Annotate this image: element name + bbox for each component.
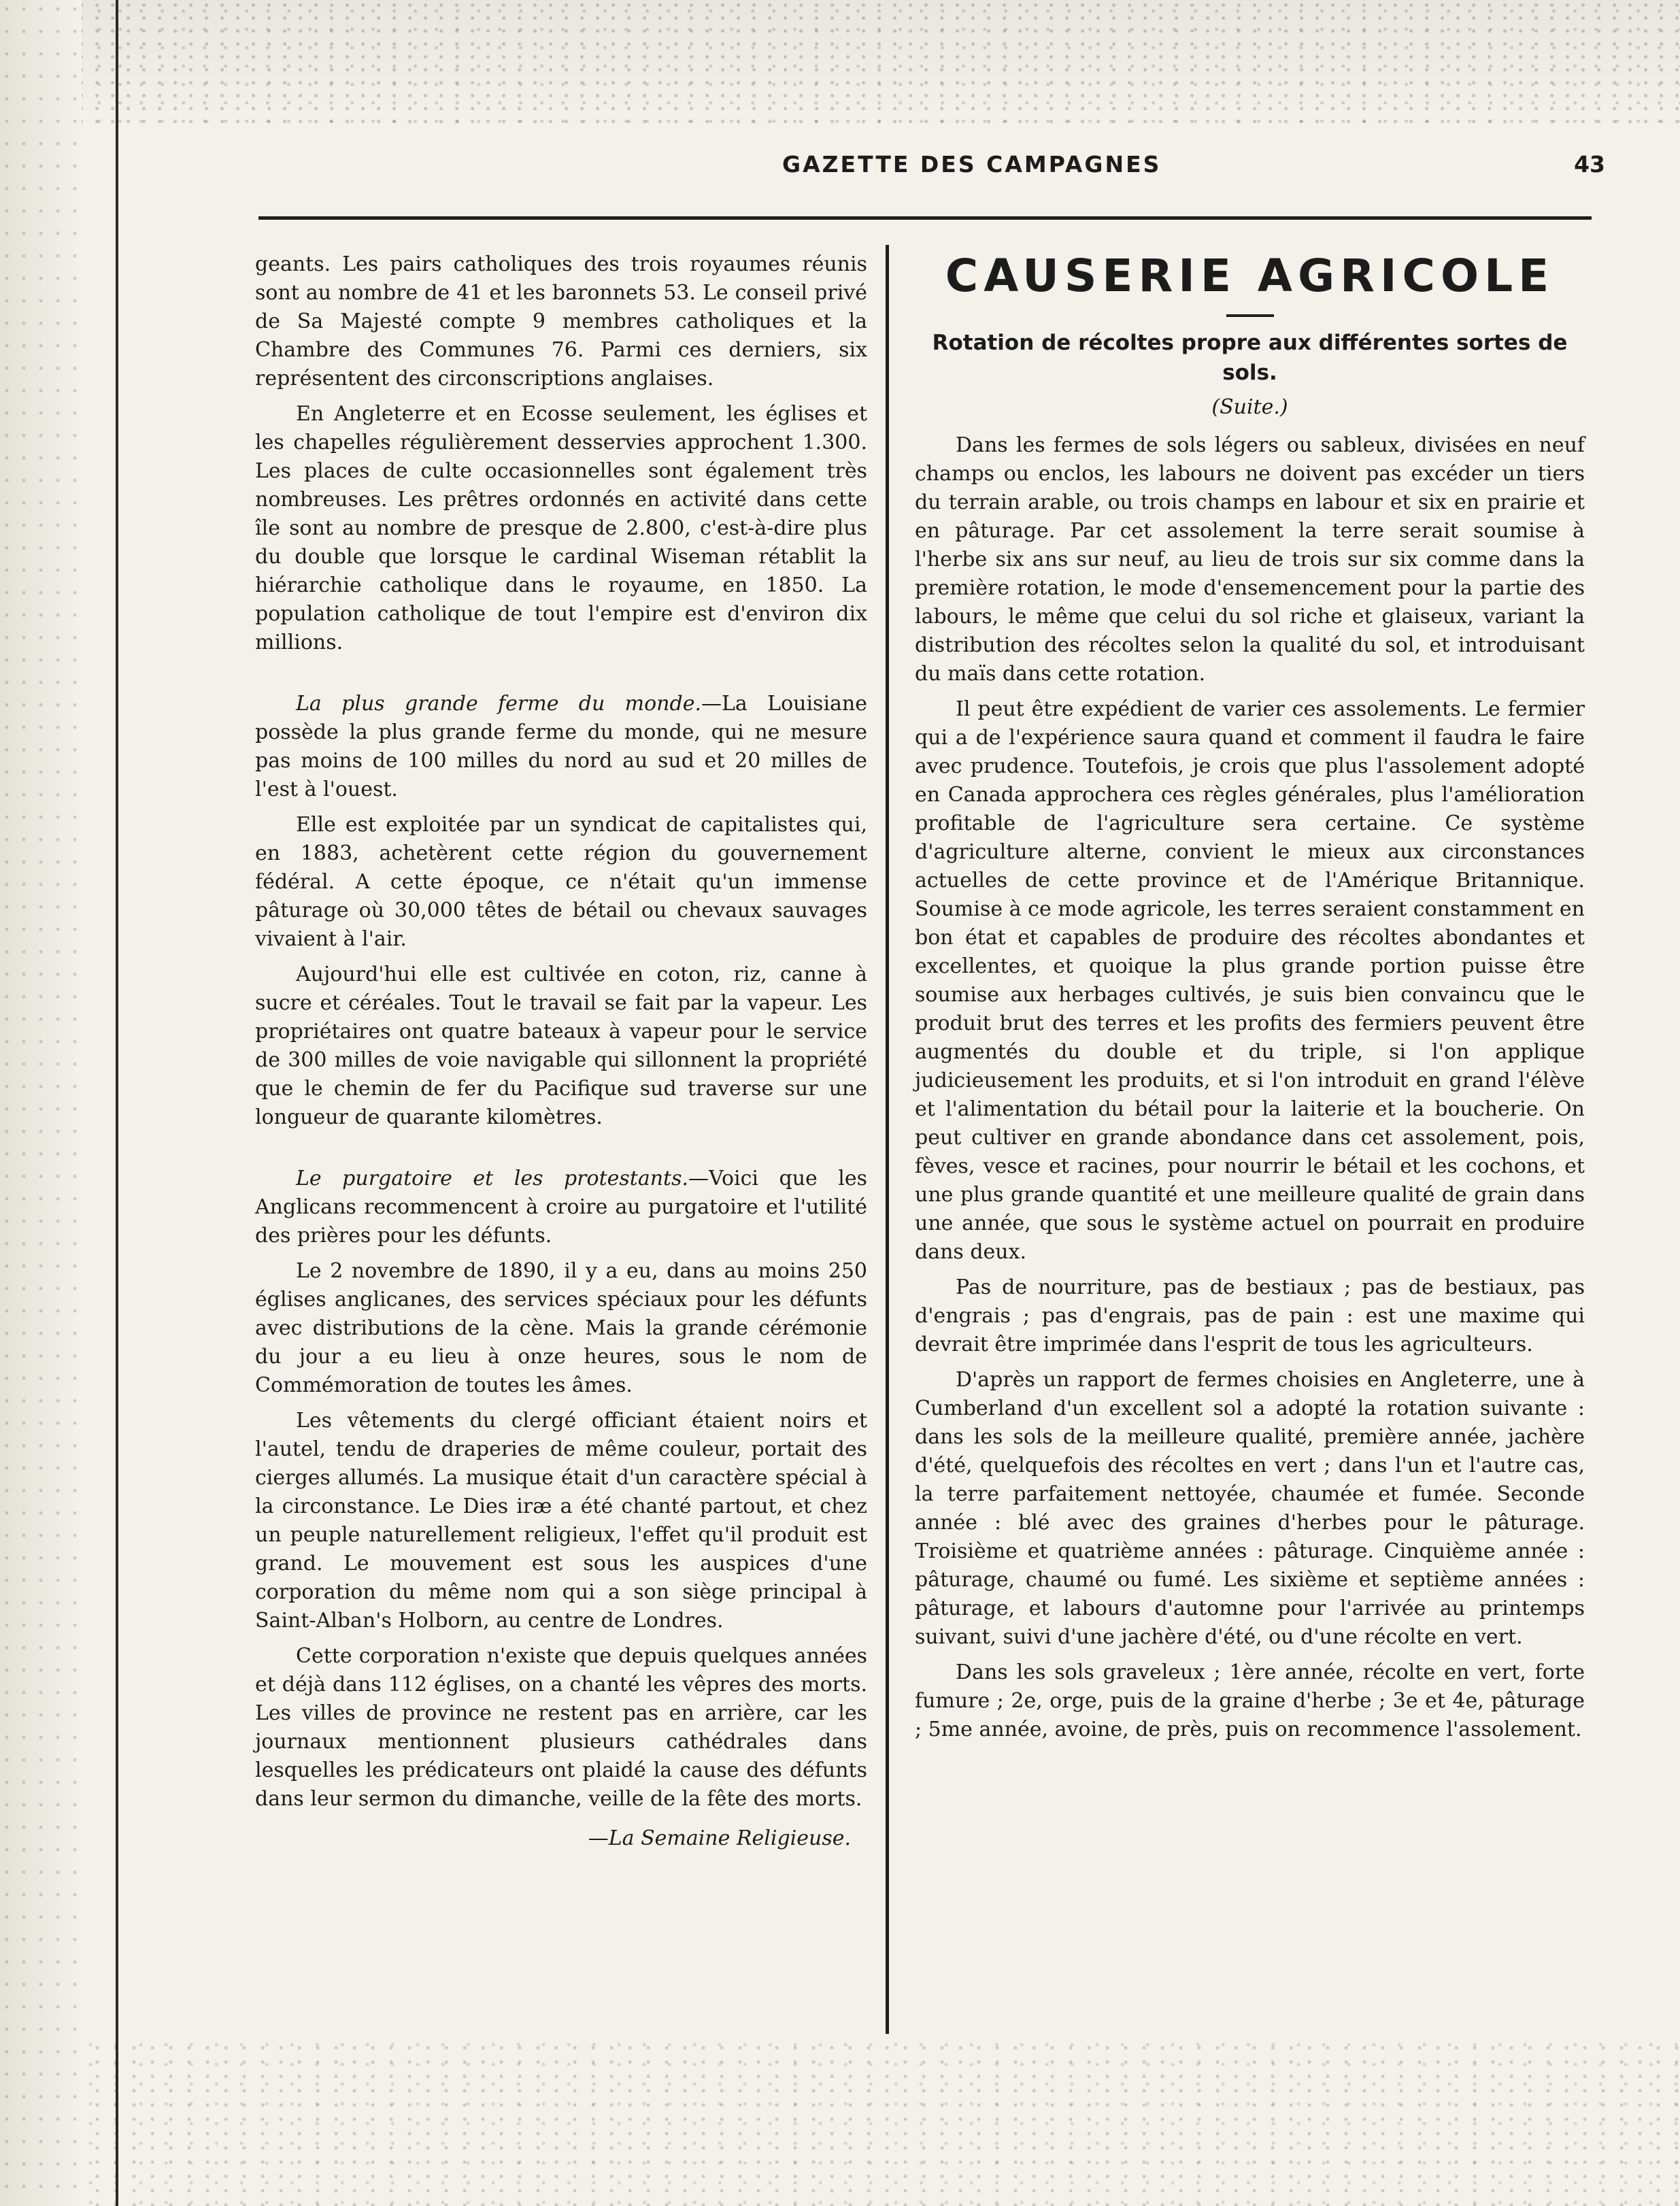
article-paragraph: [255, 690, 867, 804]
title-rule: [1226, 314, 1274, 317]
left-column: [255, 250, 867, 1853]
article-signature: —La Semaine Religieuse.: [588, 1826, 851, 1850]
article-paragraph: Aujourd'hui elle est cultivée en coton, riz, canne à sucre et céréales. Tout le travail se fait par la vapeur. Les propriétaires ont quatre bateaux à vapeur pour le service de 300 milles de voie navigable qui sillonnent la propriété que le chemin de fer du Pacifique sud traverse sur une longueur de quarante kilomètres.: [255, 963, 867, 1129]
article-paragraph: Les vêtements du clergé officiant étaient noirs et l'autel, tendu de draperies de même couleur, portait des cierges allumés. La musique était d'un caractère spécial à la circonstance. Le Dies iræ a été chanté partout, et chez un peuple naturellement religieux, l'effet qu'il produit est grand. Le mouvement est sous les auspices d'une corporation du même nom qui a son siège principal à Saint-Alban's Holborn, au centre de Londres.: [255, 1409, 867, 1633]
article-body: —Voici que les Anglicans recommencent à croire au purgatoire et l'utilité des prières pour les défunts.: [255, 1167, 868, 1248]
article-heading: Le purgatoire et les protestants.: [296, 1167, 689, 1190]
page-number: 43: [1574, 151, 1605, 178]
column-divider: [886, 245, 889, 2034]
scan-noise-left: [0, 0, 82, 2206]
page-margin-line: [116, 0, 118, 2206]
scan-noise-top: [0, 0, 1680, 129]
right-column: [915, 245, 1585, 1751]
article-paragraph: Dans les sols graveleux ; 1ère année, récolte en vert, forte fumure ; 2e, orge, puis de la graine d'herbe ; 3e et 4e, pâturage ; 5me année, avoine, de près, puis on recommence l'assolement.: [915, 1660, 1585, 1741]
newspaper-title: GAZETTE DES CAMPAGNES: [782, 151, 1162, 178]
article-paragraph: Pas de nourriture, pas de bestiaux ; pas de bestiaux, pas d'engrais ; pas d'engrais, pas de pain : est une maxime qui devrait être imprimée dans l'esprit de tous les agriculteurs.: [915, 1275, 1585, 1356]
article-body: —La Louisiane possède la plus grande ferme du monde, qui ne mesure pas moins de 100 milles du nord au sud et 20 milles de l'est à l'ouest.: [255, 692, 867, 801]
article-paragraph: geants. Les pairs catholiques des trois royaumes réunis sont au nombre de 41 et les baronnets 53. Le conseil privé de Sa Majesté compte 9 membres catholiques et la Chambre des Communes 76. Parmi ces derniers, six représentent des circonscriptions anglaises.: [255, 252, 867, 390]
article-paragraph: En Angleterre et en Ecosse seulement, les églises et les chapelles régulièrement desservies approchent 1.300. Les places de culte occasionnelles sont également très nombreuses. Les prêtres ordonnés en activité dans cette île sont au nombre de presque de 2.800, c'est-à-dire plus du double que lorsque le cardinal Wiseman rétablit la hiérarchie catholique dans le royaume, en 1850. La population catholique de tout l'empire est d'environ dix millions.: [255, 402, 867, 654]
section-suite: (Suite.): [1211, 395, 1288, 419]
article-paragraph: Le 2 novembre de 1890, il y a eu, dans au moins 250 églises anglicanes, des services spéciaux pour les défunts avec distributions de la cène. Mais la grande cérémonie du jour a eu lieu à onze heures, sous le nom de Commémoration de toutes les âmes.: [255, 1259, 867, 1397]
section-title: CAUSERIE AGRICOLE: [945, 250, 1555, 302]
article-paragraph: D'après un rapport de fermes choisies en Angleterre, une à Cumberland d'un excellent sol a adopté la rotation suivante : dans les sols de la meilleure qualité, première année, jachère d'été, quelquefois des récoltes en vert ; dans l'un et l'autre cas, la terre parfaitement nettoyée, chaumée et fumée. Seconde année : blé avec des graines d'herbes pour le pâturage. Troisième et quatrième années : pâturage. Cinquième année : pâturage, chaumé ou fumé. Les sixième et septième années : pâturage, et labours d'automne pour l'arrivée au printemps suivant, suivi d'une jachère d'été, ou d'une récolte en vert.: [915, 1368, 1585, 1649]
article-paragraph: Elle est exploitée par un syndicat de capitalistes qui, en 1883, achetèrent cette région du gouvernement fédéral. A cette époque, ce n'était qu'un immense pâturage où 30,000 têtes de bétail ou chevaux sauvages vivaient à l'air.: [255, 813, 867, 951]
article-paragraph: Cette corporation n'existe que depuis quelques années et déjà dans 112 églises, on a chanté les vêpres des morts. Les villes de province ne restent pas en arrière, car les journaux mentionnent plusieurs cathédrales dans lesquelles les prédicateurs ont plaidé la cause des défunts dans leur sermon du dimanche, veille de la fête des morts.: [255, 1644, 867, 1811]
article-paragraph: Il peut être expédient de varier ces assolements. Le fermier qui a de l'expérience saura quand et comment il faudra le faire avec prudence. Toutefois, je crois que plus l'assolement adopté en Canada approchera ces règles générales, plus l'amélioration profitable de l'agriculture sera certaine. Ce système d'agriculture alterne, convient le mieux aux circonstances actuelles de cette province et de l'Amérique Britannique. Soumise à ce mode agricole, les terres seraient constamment en bon état et capables de produire des récoltes abondantes et excellentes, et quoique la plus grande portion puisse être soumise aux herbages cultivés, je suis bien convaincu que le produit brut des terres et les profits des fermiers peuvent être augmentés du double et du triple, si l'on applique judicieusement les produits, et si l'on introduit en grand l'élève et l'alimentation du bétail pour la laiterie et la boucherie. On peut cultiver en grande abondance dans cet assolement, pois, fèves, vesce et racines, pour nourrir le bétail et les cochons, et une plus grande quantité et une meilleure qualité de grain dans une année, que sous le système actuel on pourrait en produire dans deux.: [915, 697, 1585, 1264]
header-rule: [258, 216, 1592, 220]
article-heading: La plus grande ferme du monde.: [296, 692, 701, 716]
section-subtitle: Rotation de récoltes propre aux différentes sortes de sols.: [932, 331, 1568, 385]
running-header: [258, 151, 1605, 182]
article-paragraph: [255, 1165, 867, 1250]
scan-noise-bottom: [0, 2041, 1680, 2206]
article-paragraph: Dans les fermes de sols légers ou sableux, divisées en neuf champs ou enclos, les labours ne doivent pas excéder un tiers du terrain arable, ou trois champs en labour et six en prairie et en pâturage. Par cet assolement la terre serait soumise à l'herbe six ans sur neuf, au lieu de trois sur six comme dans la première rotation, le mode d'ensemencement pour la partie des labours, le même que celui du sol riche et glaiseux, variant la distribution des récoltes selon la qualité du sol, et introduisant du maïs dans cette rotation.: [915, 433, 1585, 686]
